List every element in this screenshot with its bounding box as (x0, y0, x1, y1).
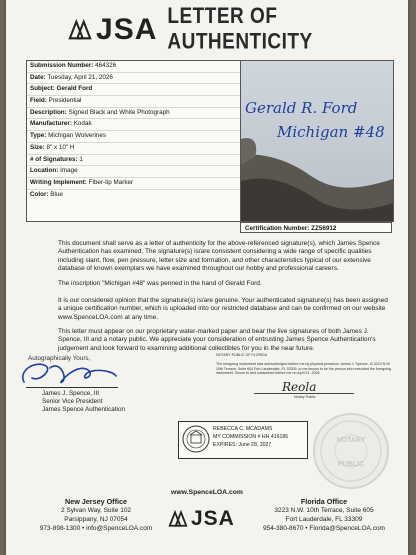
detail-row: Size: 8" x 10" H (27, 143, 241, 155)
jsa-logo-icon (68, 18, 92, 42)
signed-photo (240, 60, 394, 222)
notary-label: Notary Public (294, 395, 316, 399)
body-paragraph-1: This document shall serve as a letter of authenticity for the above-referenced signature(s), which James Spence Authentication has examined. The signature(s) is/are consistent considering a wide range of specific qualities including slant, flow, pen pressure, letter size and formation, and other characteristics typical of our extensive database of known exemplars we have examined throughout our hobby and professional careers. (58, 240, 380, 273)
detail-row: Description: Signed Black and White Photograph (27, 108, 241, 120)
certificate-page (6, 0, 408, 555)
notary-stamp (178, 421, 308, 459)
detail-row: Location: Image (27, 166, 241, 178)
footer-logo-text: JSA (191, 507, 235, 530)
signatory-title: Senior Vice President (42, 398, 103, 405)
stamp-commission: MY COMMISSION # HH 416186 (213, 434, 289, 440)
stamp-name: REBECCA C. MCADAMS (213, 426, 273, 432)
body-paragraph-4: This letter must appear on our proprietary water-marked paper and bear the live signatures of both James J. Spence, III and a notary public. We appreciate your consideration of entrusting James Spence Authentication's judgement and look forward to examining additional collectibles for you in the near future. (58, 328, 376, 352)
signature-line (26, 387, 118, 388)
notary-header: NOTARY PUBLIC OF FLORIDA (216, 353, 268, 357)
detail-row: Color: Blue (30, 190, 63, 198)
closing: Autographically Yours, (28, 355, 91, 362)
office-florida: Florida Office 3223 N.W. 10th Terrace, Suite 605 Fort Lauderdale, FL 33309 954-380-8670 • Florida@SpenceLOA.com (263, 497, 385, 532)
footer-website: www.SpenceLOA.com (171, 489, 243, 496)
svg-text:PUBLIC: PUBLIC (337, 461, 365, 468)
detail-row: Type: Michigan Wolverines (27, 131, 241, 143)
svg-text:Reola: Reola (282, 380, 317, 394)
body-paragraph-3: It is our considered opinion that the signature(s) is/are genuine. Your authenticated signature(s) has been assigned a unique certification number, which is uploaded into our restricted database and can be confirmed on our website www.SpenceLOA.com at any time. (58, 297, 388, 321)
detail-row: Field: Presidential (27, 96, 241, 108)
page-title: LETTER OF AUTHENTICITY (167, 4, 313, 55)
footer-logo (168, 507, 235, 531)
details-table (26, 60, 242, 222)
office-new-jersey: New Jersey Office 2 Sylvan Way, Suite 102 Parsippany, NJ 07054 973-898-1300 • info@SpenceLOA.com (39, 497, 153, 532)
photo-signature: Gerald R. Ford (245, 99, 358, 117)
notary-seal-icon (182, 425, 210, 453)
detail-row: Submission Number: 464326 (27, 61, 241, 73)
detail-row: Date: Tuesday, April 21, 2026 (27, 73, 241, 85)
notary-signature-line (254, 393, 354, 394)
spence-signature (16, 356, 126, 390)
detail-row: Manufacturer: Kodak (27, 119, 241, 131)
signatory-company: James Spence Authentication (42, 406, 125, 413)
jsa-logo-text: JSA (96, 13, 158, 46)
notary-statement: The foregoing instrument was acknowledged before me by physical presence James J. Spence, III 3223 N.W. 10th Terrace, Suite 604 Fort Lauderdale, FL 33309, to me known to be the person who executed the foregoing instrument. Sworn to and subscribed before me on April 21, 2026 (216, 362, 392, 376)
body-paragraph-2: The inscription "Michigan #48" was penned in the hand of Gerald Ford. (58, 280, 262, 287)
photo-inscription: Michigan #48 (277, 123, 385, 141)
detail-row: Writing Implement: Fiber-tip Marker (27, 178, 241, 190)
stamp-expires: EXPIRES: June 28, 2027 (213, 442, 272, 448)
signatory-name: James J. Spence, III (42, 390, 100, 397)
jsa-logo-icon (168, 510, 188, 528)
photo-image (241, 61, 393, 221)
detail-row: Subject: Gerald Ford (27, 84, 241, 96)
embossed-seal-icon (312, 412, 390, 490)
svg-text:NOTARY: NOTARY (336, 437, 366, 444)
detail-row: # of Signatures: 1 (27, 155, 241, 167)
certification-number: Certification Number: ZZ56912 (240, 222, 392, 233)
certificate-header (68, 4, 408, 55)
